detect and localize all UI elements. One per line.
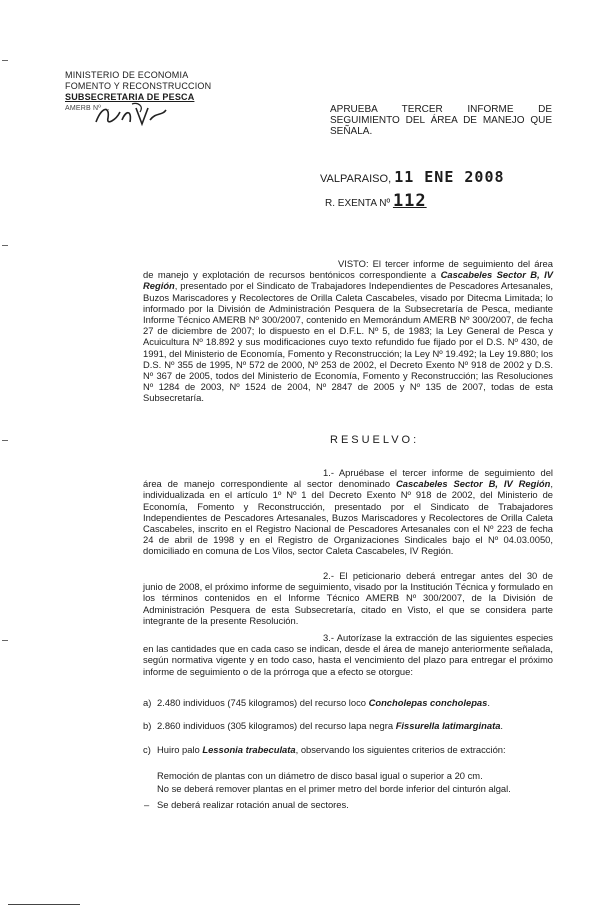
- item-label: a): [143, 697, 152, 708]
- extraction-criterion-3: [144, 799, 544, 810]
- item-end: .: [500, 720, 504, 731]
- species-item-a: [143, 697, 553, 708]
- item-label: c): [143, 744, 151, 755]
- item-text: 2.860 individuos (305 kilogramos) del recurso lapa negra: [157, 720, 396, 731]
- footer-rule: [8, 904, 80, 905]
- handwritten-initials: [92, 100, 172, 130]
- ministry-name: MINISTERIO DE ECONOMIA: [65, 70, 189, 80]
- species-name: Fissurella latimarginata: [395, 720, 501, 731]
- species-name: Lessonia trabeculata: [202, 744, 296, 755]
- point-1-area-name: Cascabeles Sector B, IV Región: [395, 478, 551, 490]
- species-name: Concholepas concholepas: [368, 697, 488, 708]
- item-label: b): [143, 720, 152, 731]
- item-text: Huiro palo: [157, 744, 203, 755]
- resolution-point-1: [143, 467, 553, 557]
- item-text: 2.480 individuos (745 kilogramos) del recurso loco: [157, 697, 369, 708]
- extraction-criterion-2: No se deberá remover plantas en el primer metro del borde inferior del cinturón algal.: [157, 783, 511, 794]
- extraction-criterion-1: Remoción de plantas con un diámetro de disco basal igual o superior a 20 cm.: [157, 770, 483, 781]
- amerb-reference: AMERB Nº ...: [65, 105, 110, 112]
- visto-text-1: VISTO: El tercer informe de seguimiento del área de manejo y explotación de recursos bentónicos correspondiente a: [143, 258, 553, 281]
- point-1-text-1: 1.- Apruébase el tercer informe de seguimiento del área de manejo correspondiente al sector denominado: [143, 467, 553, 490]
- bullet-dash: –: [144, 799, 150, 810]
- point-1-text-2: , individualizada en el artículo 1º Nº 1 del Decreto Exento Nº 918 de 2002, del Ministerio de Economía, Fomento y Reconstrucción, presentado por el Sindicato de Trabajadores Independientes de Pescadores Artesanales, Buzos Mariscadores y Recolectores de Orilla Caleta Cascabeles, inscrito en el Registro Nacional de Pescadores Artesanales con el Nº 223 de fecha 24 de abril de 1998 y en el Registro de Organizaciones Sindicales bajo el Nº 04.03.0050, domiciliado en comuna de Los Vilos, sector Caleta Cascabeles, IV Región.: [143, 478, 553, 557]
- criterion-text: Se deberá realizar rotación anual de sectores.: [157, 799, 349, 810]
- item-end: , observando los siguientes criterios de extracción:: [295, 744, 506, 755]
- visto-paragraph: [143, 258, 553, 404]
- resolution-point-3: 3.- Autorízase la extracción de las siguientes especies en las cantidades que en cada caso se indican, desde el área de manejo anteriormente señalada, según normativa vigente y en todo caso, hasta el vencimiento del plazo para entregar el próximo informe de seguimiento o de la prórroga que a efecto se otorgue:: [143, 632, 553, 677]
- visto-text-2: , presentado por el Sindicato de Trabajadores Independientes de Pescadores Artesanales, Buzos Mariscadores y Recolectores de Orilla Caleta Cascabeles, visado por Ditecma Limitada; lo informado por la División de Administración Pesquera de la Subsecretaría de Pesca, mediante Informe Técnico AMERB Nº 300/2007, contenido en Memorándum AMERB Nº 300/2007, de fecha 27 de diciembre de 2007; lo dispuesto en el D.F.L. Nº 5, de 1983; la Ley General de Pesca y Acuicultura Nº 18.892 y sus modificaciones cuyo texto refundido fue fijado por el D.S. Nº 430, de 1991, del Ministerio de Economía, Fomento y Reconstrucción; la Ley Nº 19.492; la Ley 19.880; los D.S. Nº 355 de 1995, Nº 572 de 2000, Nº 253 de 2002, el Decreto Exento Nº 918 de 2002 y D.S. Nº 367 de 2005, todos del Ministerio de Economía, Fomento y Reconstrucción; las Resoluciones Nº 1284 de 2003, Nº 1524 de 2004, Nº 2847 de 2005 y Nº 135 de 2007, todas de esta Subsecretaría.: [143, 280, 553, 404]
- species-item-b: [143, 720, 553, 731]
- subsecretaria-name: SUBSECRETARIA DE PESCA: [65, 92, 195, 102]
- item-end: .: [487, 697, 490, 708]
- place-date: [320, 168, 505, 186]
- document-subject: APRUEBA TERCER INFORME DE SEGUIMIENTO DEL ÁREA DE MANEJO QUE SEÑALA.: [330, 104, 552, 137]
- visto-area-name: Cascabeles Sector B, IV Región: [143, 269, 553, 292]
- resolution-label: R. EXENTA Nº: [325, 198, 391, 209]
- resolution-number-line: [325, 191, 427, 211]
- resolution-point-2: 2.- El peticionario deberá entregar antes del 30 de junio de 2008, el próximo informe de seguimiento, visado por la Institución Técnica y formulado en los términos contenidos en el Informe Técnico AMERB Nº 300/2007, de la División de Administración Pesquera de esta Subsecretaría, citado en Visto, el que se considera parte integrante de la presente Resolución.: [143, 570, 553, 626]
- resuelvo-heading: RESUELVO:: [330, 434, 420, 446]
- species-item-c: [143, 744, 553, 755]
- date-stamp: 11 ENE 2008: [394, 168, 505, 186]
- resolution-number: 112: [392, 191, 427, 211]
- place-label: VALPARAISO,: [320, 173, 392, 185]
- ministry-division: FOMENTO Y RECONSTRUCCION: [65, 81, 212, 91]
